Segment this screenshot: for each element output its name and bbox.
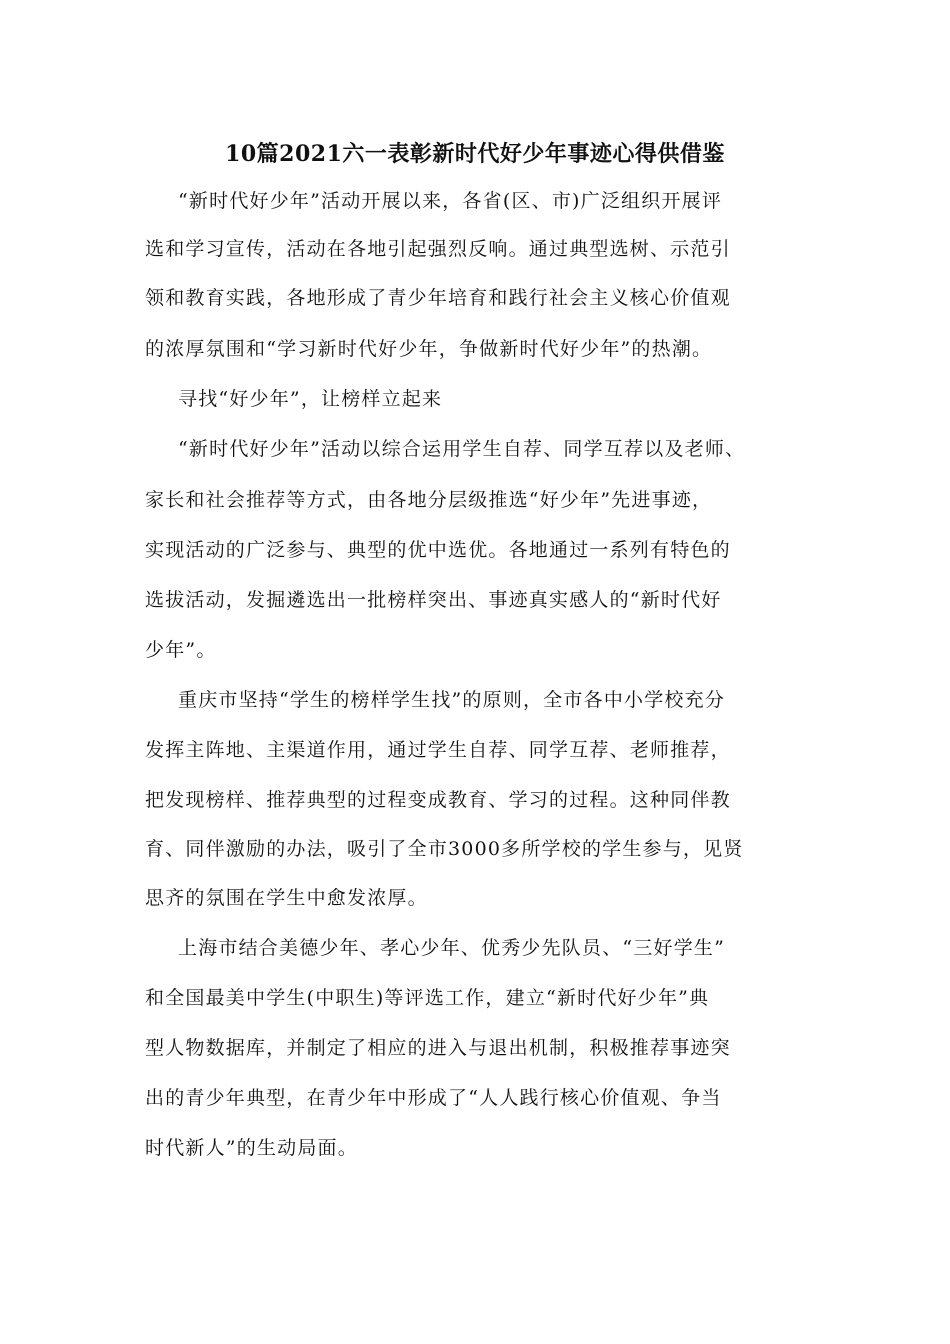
paragraph-line: 出的青少年典型，在青少年中形成了“人人践行核心价值观、争当 — [145, 1087, 722, 1109]
paragraph-line: 上海市结合美德少年、孝心少年、优秀少先队员、“三好学生” — [178, 937, 726, 959]
paragraph-line: 领和教育实践，各地形成了青少年培育和践行社会主义核心价值观 — [145, 287, 731, 309]
paragraph-line: 重庆市坚持“学生的榜样学生找”的原则，全市各中小学校充分 — [178, 689, 726, 711]
paragraph-line: 的浓厚氛围和“学习新时代好少年，争做新时代好少年”的热潮。 — [145, 338, 713, 360]
paragraph-line: 实现活动的广泛参与、典型的优中选优。各地通过一系列有特色的 — [145, 539, 731, 561]
paragraph-line: 家长和社会推荐等方式，由各地分层级推选“好少年”先进事迹， — [145, 489, 713, 511]
paragraph-line: “新时代好少年”活动以综合运用学生自荐、同学互荐以及老师、 — [178, 438, 746, 460]
paragraph-line: 少年”。 — [145, 639, 217, 661]
paragraph-line: 育、同伴激励的办法，吸引了全市3000多所学校的学生参与，见贤 — [145, 838, 744, 860]
paragraph-line: 把发现榜样、推荐典型的过程变成教育、学习的过程。这种同伴教 — [145, 789, 731, 811]
paragraph-line: 思齐的氛围在学生中愈发浓厚。 — [145, 887, 428, 909]
paragraph-line: “新时代好少年”活动开展以来，各省(区、市)广泛组织开展评 — [178, 190, 723, 212]
document-title: 10篇2021六一表彰新时代好少年事迹心得供借鉴 — [225, 141, 725, 167]
paragraph-line: 时代新人”的生动局面。 — [145, 1137, 358, 1159]
section-heading: 寻找“好少年”，让榜样立起来 — [178, 388, 443, 410]
paragraph-line: 选拔活动，发掘遴选出一批榜样突出、事迹真实感人的“新时代好 — [145, 589, 722, 611]
paragraph-line: 选和学习宣传，活动在各地引起强烈反响。通过典型选树、示范引 — [145, 238, 731, 260]
paragraph-line: 发挥主阵地、主渠道作用，通过学生自荐、同学互荐、老师推荐， — [145, 739, 731, 761]
paragraph-line: 和全国最美中学生(中职生)等评选工作，建立“新时代好少年”典 — [145, 987, 710, 1009]
paragraph-line: 型人物数据库，并制定了相应的进入与退出机制，积极推荐事迹突 — [145, 1037, 731, 1059]
